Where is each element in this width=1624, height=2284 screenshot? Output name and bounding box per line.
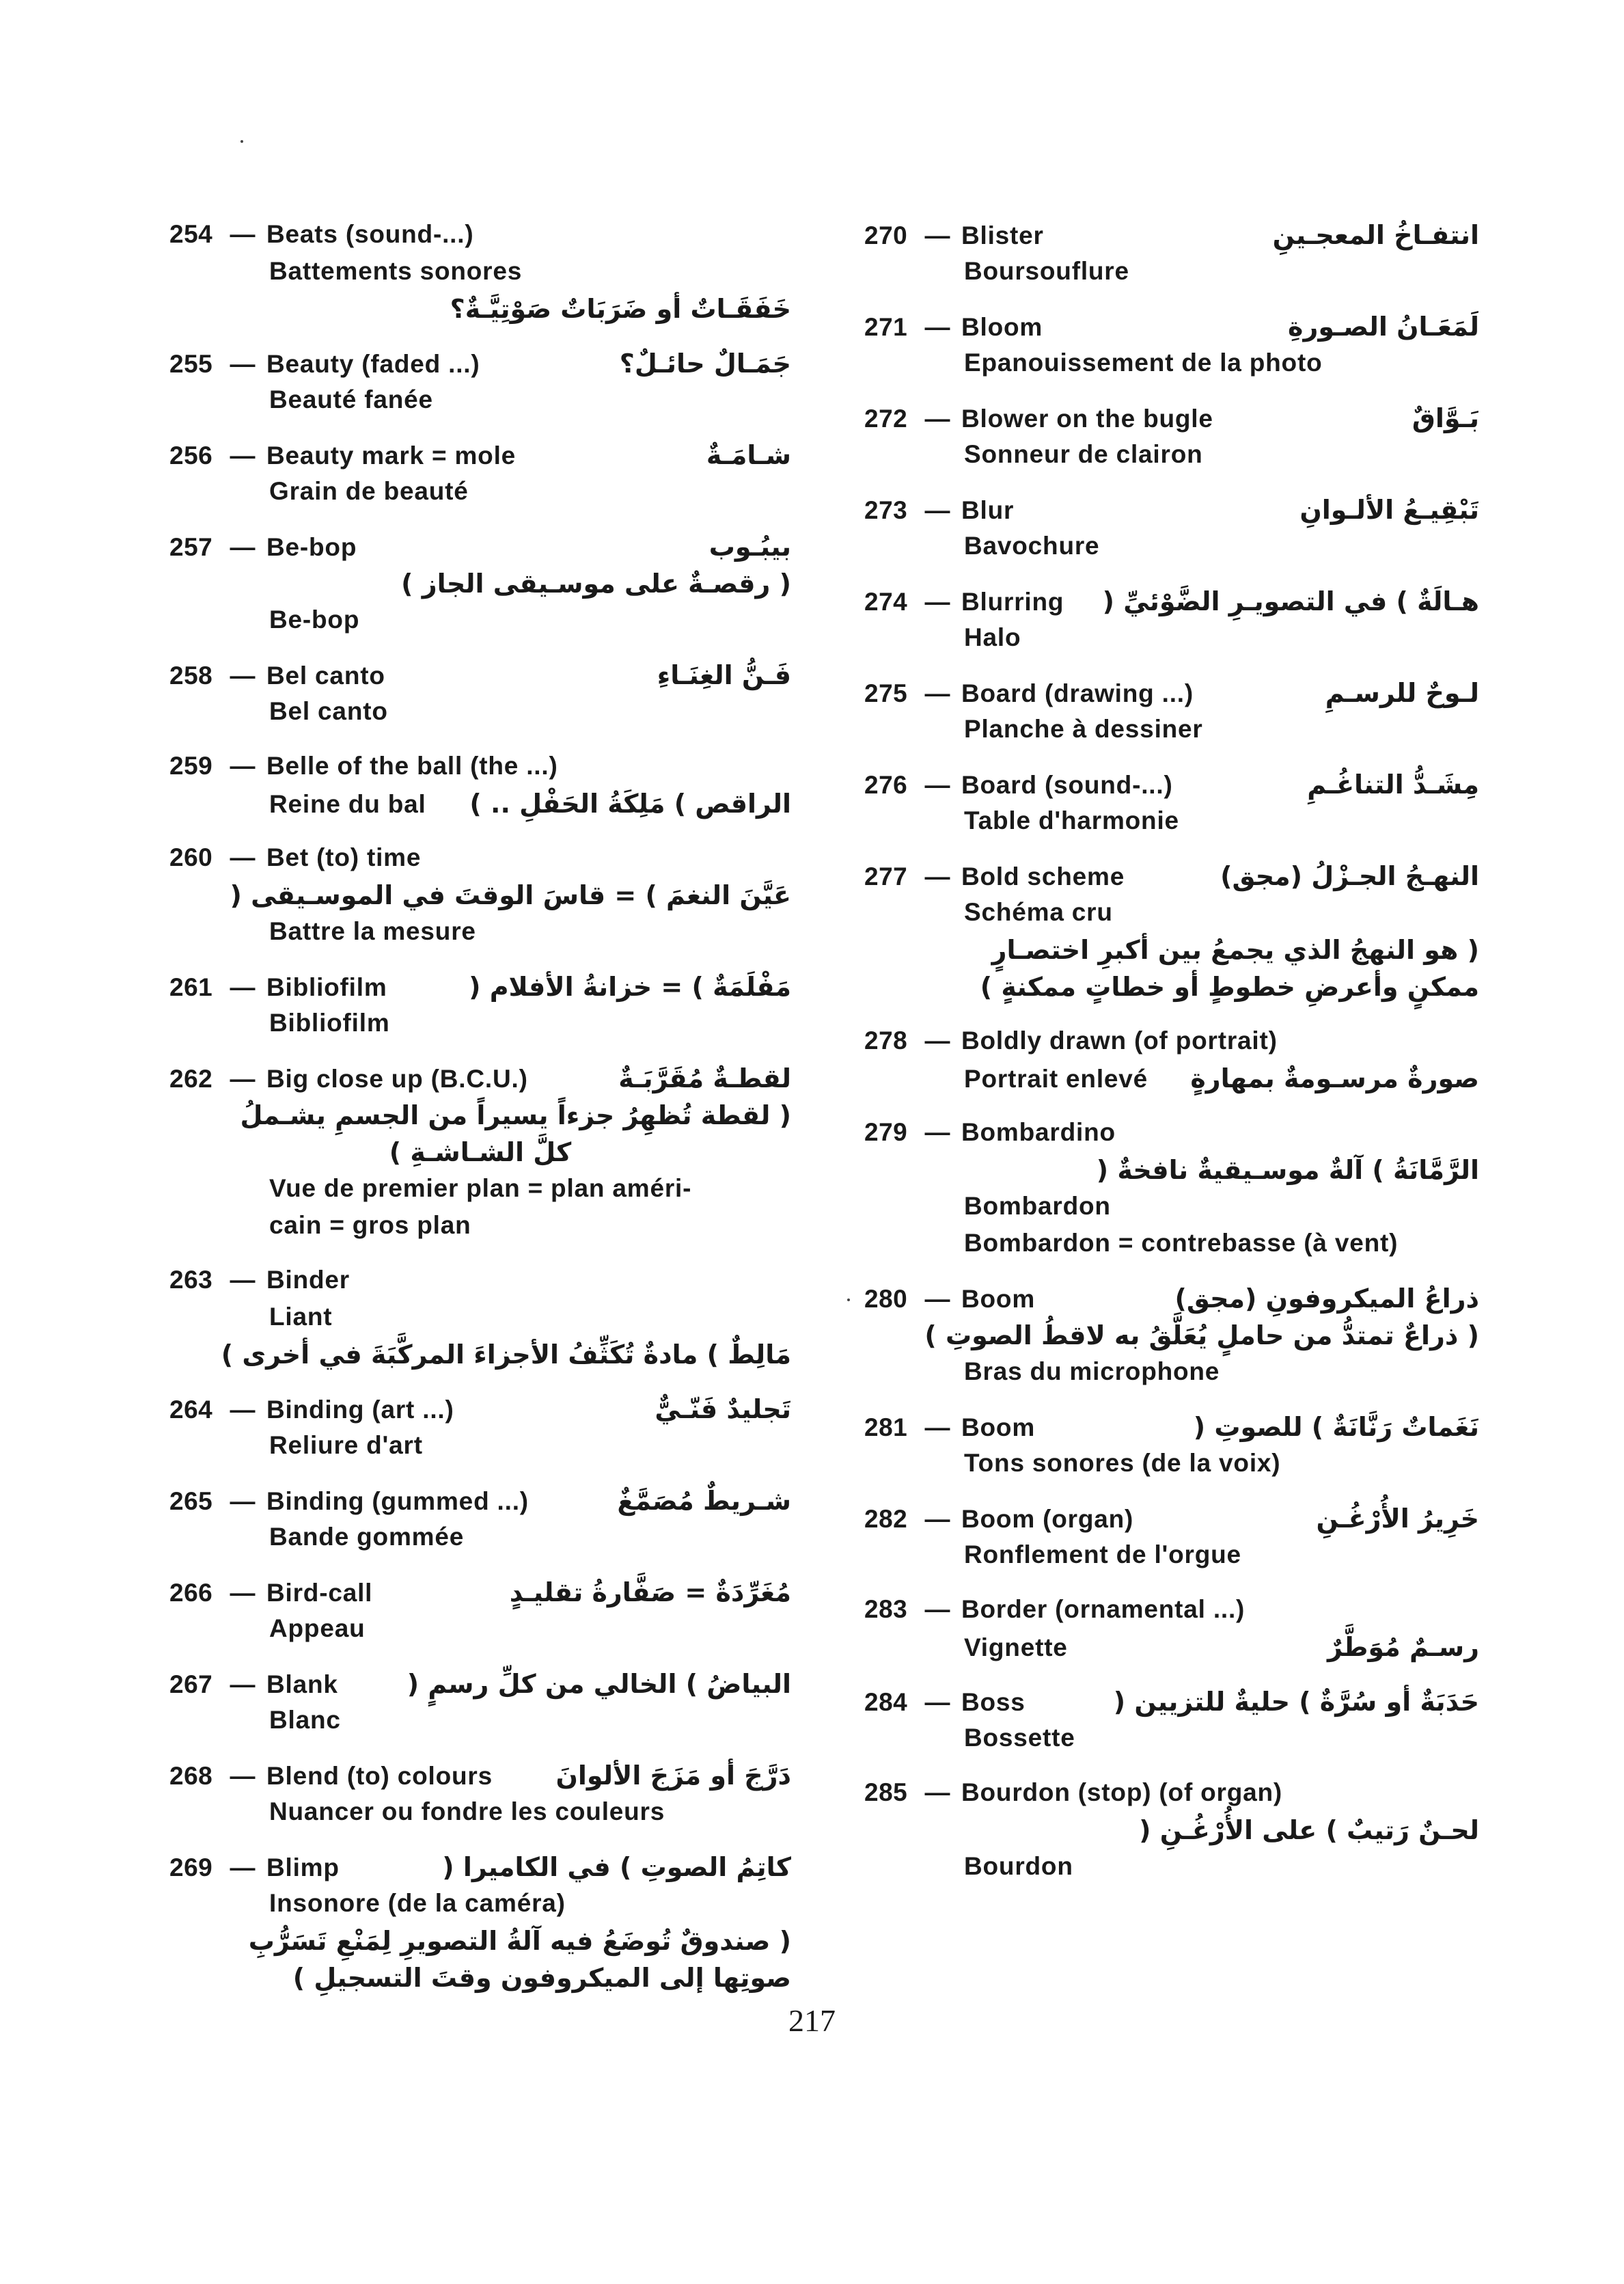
dictionary-entry [169,972,791,1046]
arabic-definition: عَيَّنَ النغمَ ) = قاسَ الوقتَ في الموسـيقى ( [230,880,791,910]
left-column [169,220,791,2017]
entry-dash: — [230,1266,256,1294]
arabic-term: بيبُـوب [708,532,791,562]
entry-number: 274 [864,588,908,616]
english-term: Bel canto [266,662,385,690]
entry-dash: — [230,1065,256,1093]
arabic-definition: كلَّ الشـاشـةِ ) [389,1137,572,1167]
entry-dash: — [924,313,950,341]
arabic-term: تَجليدٌ فَنّـيٌّ [655,1394,791,1424]
dictionary-entry [864,1283,1479,1394]
french-line [864,623,1479,660]
entry-headline [864,861,1479,898]
arabic-term: الراقص ) مَلِكَةُ الحَفْلِ .. ) [469,789,791,819]
french-term: Blanc [269,1706,341,1734]
arabic-term: البياضُ ) الخالي من كلِّ رسمٍ ( [407,1669,791,1699]
entry-dash: — [230,1487,256,1515]
arabic-term: لقطـةٌ مُقَرَّبَـةٌ [618,1063,791,1093]
arabic-definition: ممكنٍ وأعرضِ خطوطٍ أو خطاتٍ ممكنةٍ ) [980,972,1479,1002]
entry-dash: — [924,496,950,524]
french-line [169,1211,791,1248]
dictionary-entry [169,1266,791,1376]
entry-dash: — [924,1688,950,1716]
entry-headline [864,220,1479,257]
french-term: Beauté fanée [269,385,433,413]
arabic-term: لـوحٌ للرسـمِ [1325,678,1479,708]
entry-dash: — [924,1595,950,1623]
english-term: Board (drawing ...) [961,679,1194,707]
french-line [864,532,1479,569]
dictionary-entry [864,1687,1479,1760]
english-term: Bet (to) time [266,843,422,871]
entry-number: 268 [169,1762,213,1790]
dictionary-entry [864,220,1479,294]
english-term: Binder [266,1266,350,1294]
dictionary-entry [864,1027,1479,1100]
entry-number: 275 [864,679,908,707]
scan-speck [240,140,243,143]
french-term: Bibliofilm [269,1009,390,1037]
arabic-definition: ( هو النهجُ الذي يجمعُ بين أكبرِ اختصـارٍ [991,935,1479,965]
dictionary-entry [169,220,791,331]
entry-number: 273 [864,496,908,524]
english-term: Boom [961,1285,1036,1313]
dictionary-entry [169,1852,791,2000]
english-term: Blur [961,496,1015,524]
entry-dash: — [230,220,256,248]
dictionary-entry [169,843,791,954]
english-term: Border (ornamental ...) [961,1595,1245,1623]
entry-dash: — [230,1396,256,1424]
dictionary-entry [169,752,791,826]
french-term: Bras du microphone [964,1357,1220,1385]
french-term: Bombardon [964,1192,1111,1220]
french-term: Grain de beauté [269,477,469,505]
french-term: Be-bop [269,606,360,634]
entry-headline [169,1394,791,1431]
arabic-term: رسـمٌ مُوَطَّرٌ [1327,1632,1479,1662]
entry-number: 263 [169,1266,213,1294]
arabic-term: جَمَـالٌ حائـلٌ؟ [619,349,791,379]
french-term: Halo [964,623,1021,651]
entry-number: 271 [864,313,908,341]
french-line [169,1431,791,1468]
dictionary-entry [864,1595,1479,1669]
french-term: Vue de premier plan = plan améri- [269,1174,692,1202]
dictionary-entry [864,861,1479,1009]
entry-dash: — [924,1118,950,1146]
entry-headline [169,1577,791,1614]
entry-number: 276 [864,771,908,799]
entry-dash: — [230,1853,256,1881]
arabic-term: نَغَماتٌ رَنَّانَةٌ ) للصوتِ ( [1193,1412,1479,1442]
entry-number: 272 [864,405,908,433]
french-line [169,257,791,294]
entry-number: 281 [864,1413,908,1441]
entry-dash: — [230,662,256,690]
arabic-term: لَمَعَـانُ الصـورةِ [1288,312,1479,342]
english-term: Boom (organ) [961,1505,1134,1533]
dictionary-entry [169,349,791,422]
entry-headline [169,843,791,880]
arabic-term: مِشَـدُّ التناغُـمِ [1307,770,1479,800]
entry-number: 254 [169,220,213,248]
french-term: cain = gros plan [269,1211,471,1239]
french-term: Ronflement de l'orgue [964,1540,1241,1568]
english-term: Boldly drawn (of portrait) [961,1027,1278,1055]
entry-dash: — [924,1778,950,1806]
entry-number: 266 [169,1579,213,1607]
french-line [864,1449,1479,1486]
french-line [864,257,1479,294]
french-term: Bavochure [964,532,1100,560]
arabic-term: مُغَرِّدَةٌ = صَفَّارةُ تقليـدٍ [509,1577,791,1607]
dictionary-entry [864,495,1479,569]
english-term: Bird-call [266,1579,373,1607]
english-term: Binding (gummed ...) [266,1487,529,1515]
english-term: Boss [961,1688,1026,1716]
english-term: Bombardino [961,1118,1116,1146]
french-term: Epanouissement de la photo [964,349,1323,377]
entry-headline [864,1412,1479,1449]
arabic-term: تَبْقِيـعُ الألـوانِ [1299,495,1479,525]
entry-headline [169,1669,791,1706]
arabic-definition: مَالِطٌ ) مادةٌ تُكَثِّفُ الأجزاءَ المركَّبَةَ في أخرى ) [221,1340,791,1370]
french-term: Bel canto [269,697,388,725]
entry-headline [864,586,1479,623]
entry-headline [169,1266,791,1303]
dictionary-entry [864,770,1479,843]
entry-number: 257 [169,533,213,561]
dictionary-entry [864,1504,1479,1577]
entry-headline [169,440,791,477]
entry-number: 284 [864,1688,908,1716]
french-line [169,1009,791,1046]
dictionary-entry [169,660,791,734]
entry-number: 279 [864,1118,908,1146]
entry-headline [864,678,1479,715]
french-line [864,1540,1479,1577]
english-term: Beauty mark = mole [266,441,517,470]
dictionary-entry [169,1669,791,1743]
french-term: Table d'harmonie [964,806,1179,834]
arabic-term: خَرِيرُ الأُرْغُـنِ [1316,1504,1479,1534]
french-line [169,1706,791,1743]
french-term: Portrait enlevé [964,1065,1148,1093]
page-number: 217 [788,2003,836,2038]
arabic-term: حَدَبَةٌ أو سُرَّةٌ ) حليةٌ للتزيين ( [1113,1687,1479,1717]
entry-number: 267 [169,1670,213,1698]
scan-speck [847,1299,850,1301]
entry-number: 256 [169,441,213,470]
french-term: Schéma cru [964,898,1113,926]
french-line [864,715,1479,752]
entry-dash: — [924,1285,950,1313]
arabic-term: صورةٌ مرسـومةٌ بمهارةٍ [1190,1063,1479,1093]
english-term: Belle of the ball (the ...) [266,752,558,780]
french-term: Bande gommée [269,1523,465,1551]
dictionary-entry [169,1577,791,1651]
entry-number: 283 [864,1595,908,1623]
french-term: Sonneur de clairon [964,440,1203,468]
french-line [864,806,1479,843]
entry-headline [864,403,1479,440]
english-term: Be-bop [266,533,357,561]
english-term: Beats (sound-...) [266,220,474,248]
french-line [169,1174,791,1211]
english-term: Blend (to) colours [266,1762,493,1790]
french-term: Bombardon = contrebasse (à vent) [964,1229,1399,1257]
arabic-term: هـالَةٌ ) في التصويـرِ الضَّوْئيِّ ( [1102,586,1479,616]
arabic-term: شـريطٌ مُصَمَّغٌ [617,1486,791,1516]
french-line [864,1229,1479,1266]
english-term: Bold scheme [961,862,1125,891]
arabic-term: فَـنُّ الغِنَـاءِ [657,660,791,690]
entry-number: 261 [169,973,213,1001]
english-term: Bourdon (stop) (of organ) [961,1778,1283,1806]
right-column [864,220,1479,1907]
arabic-definition: ( ذراعٌ تمتدُّ من حاملٍ يُعَلَّقُ به لاقطُ الصوتِ ) [924,1320,1479,1350]
french-line [864,1852,1479,1889]
french-line [169,1797,791,1834]
english-term: Bibliofilm [266,973,387,1001]
french-line [169,1303,791,1340]
english-term: Blank [266,1670,338,1698]
entry-dash: — [924,1027,950,1055]
entry-dash: — [230,752,256,780]
dictionary-entry [864,1412,1479,1486]
entry-headline [169,220,791,257]
entry-headline [169,1486,791,1523]
arabic-definition: صوتِها إلى الميكروفون وقتَ التسجيلِ ) [292,1963,791,1993]
entry-headline [169,660,791,697]
arabic-definition: الرَّمَّانَةُ ) آلةٌ موسـيقيةٌ نافخةٌ ( [1096,1155,1479,1185]
french-line [864,349,1479,385]
entry-headline [864,1027,1479,1063]
arabic-definition: لحـنٌ رَتيبٌ ) على الأُرْغُـنِ ( [1139,1815,1479,1845]
arabic-definition: ( صندوقٌ تُوضَعُ فيه آلةُ التصويرِ لِمَنْعِ تَسَرُّبِ [248,1926,791,1956]
french-line [864,1357,1479,1394]
arabic-term: انتفـاخُ المعجـينِ [1272,220,1479,250]
entry-dash: — [924,679,950,707]
english-term: Blimp [266,1853,340,1881]
french-line [169,1523,791,1560]
entry-number: 269 [169,1853,213,1881]
entry-dash: — [924,862,950,891]
french-term: Liant [269,1303,333,1331]
entry-number: 262 [169,1065,213,1093]
english-term: Bloom [961,313,1043,341]
entry-dash: — [230,1670,256,1698]
entry-headline [169,1852,791,1889]
french-term: Insonore (de la caméra) [269,1889,566,1917]
french-line [864,440,1479,477]
entry-number: 255 [169,350,213,378]
entry-dash: — [924,771,950,799]
entry-dash: — [924,1505,950,1533]
entry-headline [864,312,1479,349]
french-line [169,606,791,642]
entry-headline [864,1595,1479,1632]
dictionary-entry [169,1394,791,1468]
dictionary-entry [864,678,1479,752]
french-term: Vignette [964,1633,1068,1661]
french-term: Planche à dessiner [964,715,1203,743]
entry-dash: — [230,1762,256,1790]
entry-dash: — [230,973,256,1001]
entry-number: 285 [864,1778,908,1806]
entry-number: 265 [169,1487,213,1515]
entry-number: 278 [864,1027,908,1055]
entry-headline [864,495,1479,532]
entry-dash: — [230,843,256,871]
dictionary-entry [864,1118,1479,1266]
entry-headline [169,972,791,1009]
french-arabic-line [864,1063,1479,1100]
english-term: Beauty (faded ...) [266,350,480,378]
french-line [169,697,791,734]
entry-number: 260 [169,843,213,871]
entry-number: 258 [169,662,213,690]
french-line [169,917,791,954]
entry-headline [864,1504,1479,1540]
entry-headline [169,752,791,789]
entry-number: 280 [864,1285,908,1313]
french-term: Appeau [269,1614,366,1642]
french-line [169,477,791,514]
french-term: Reine du bal [269,790,426,818]
arabic-term: ذراعُ الميكروفونِ (مجق) [1174,1283,1479,1314]
arabic-term: دَرَّجَ أو مَزَجَ الألوانَ [555,1760,791,1791]
dictionary-entry [169,1760,791,1834]
french-arabic-line [169,789,791,826]
dictionary-entry [864,403,1479,477]
arabic-term: كاتِمُ الصوتِ ) في الكاميرا ( [442,1852,791,1882]
arabic-term: بَـوَّاقٌ [1412,403,1479,433]
entry-dash: — [230,441,256,470]
entry-headline [169,349,791,385]
english-term: Blurring [961,588,1064,616]
dictionary-entry [169,1486,791,1560]
entry-headline [169,532,791,569]
entry-headline [864,1687,1479,1724]
entry-dash: — [924,221,950,249]
entry-dash: — [924,405,950,433]
entry-number: 282 [864,1505,908,1533]
english-term: Binding (art ...) [266,1396,454,1424]
entry-headline [864,1118,1479,1155]
entry-number: 259 [169,752,213,780]
french-term: Reliure d'art [269,1431,423,1459]
entry-number: 277 [864,862,908,891]
french-term: Boursouflure [964,257,1129,285]
arabic-definition: ( رقصـةٌ على موسـيقى الجاز ) [401,569,791,599]
dictionary-entry [169,532,791,642]
french-term: Battements sonores [269,257,523,285]
entry-dash: — [924,1413,950,1441]
english-term: Big close up (B.C.U.) [266,1065,528,1093]
dictionary-entry [864,312,1479,385]
dictionary-entry [864,1778,1479,1889]
arabic-definition: خَفَقَـاتٌ أو ضَرَبَاتٌ صَوْتِيَّـةٌ؟ [450,294,791,324]
french-line [864,1724,1479,1760]
arabic-term: النهـجُ الجـزْلُ (مجق) [1220,861,1479,891]
entry-headline [864,1778,1479,1815]
entry-dash: — [230,533,256,561]
french-term: Bourdon [964,1852,1073,1880]
arabic-definition: ( لقطة تُظهِرُ جزءاً يسيراً من الجسمِ يشـملُ [240,1100,791,1130]
dictionary-entry [864,586,1479,660]
entry-headline [169,1760,791,1797]
french-term: Battre la mesure [269,917,476,945]
english-term: Blower on the bugle [961,405,1213,433]
dictionary-entry [169,1063,791,1248]
entry-headline [169,1063,791,1100]
entry-headline [864,1283,1479,1320]
entry-dash: — [230,350,256,378]
entry-dash: — [924,588,950,616]
entry-dash: — [230,1579,256,1607]
english-term: Board (sound-...) [961,771,1173,799]
arabic-term: مَفْلَمَةٌ ) = خزانةُ الأفلام ( [469,972,791,1002]
entry-number: 270 [864,221,908,249]
dictionary-entry [169,440,791,514]
french-term: Nuancer ou fondre les couleurs [269,1797,665,1825]
french-line [169,1614,791,1651]
french-term: Tons sonores (de la voix) [964,1449,1281,1477]
french-term: Bossette [964,1724,1075,1752]
arabic-term: شـامَـةٌ [706,440,791,470]
entry-number: 264 [169,1396,213,1424]
english-term: Boom [961,1413,1036,1441]
french-arabic-line [864,1632,1479,1669]
english-term: Blister [961,221,1044,249]
french-line [169,1889,791,1926]
french-line [864,1192,1479,1229]
french-line [169,385,791,422]
entry-headline [864,770,1479,806]
french-line [864,898,1479,935]
